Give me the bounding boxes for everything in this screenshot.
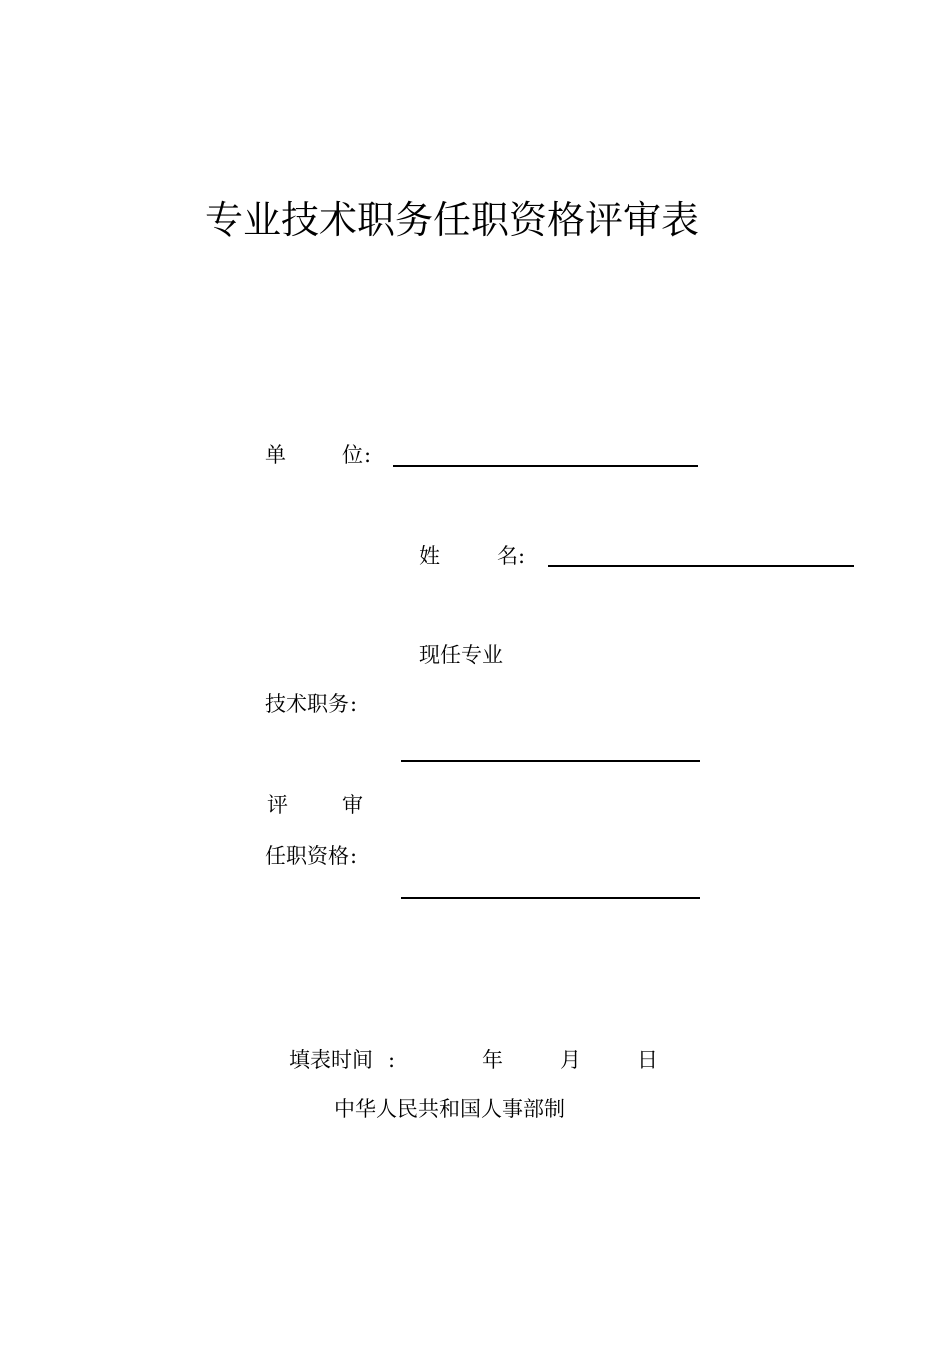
issuer-text: 中华人民共和国人事部制 <box>334 1097 565 1121</box>
unit-input-line[interactable] <box>393 465 698 467</box>
page-title: 专业技术职务任职资格评审表 <box>205 198 700 242</box>
fill-date-year: 年 <box>482 1048 503 1072</box>
review-label-line2: 任职资格 <box>265 844 349 868</box>
fill-date-label: 填表时间 <box>289 1048 373 1072</box>
review-label-char1: 评 <box>267 793 288 817</box>
fill-date-day: 日 <box>637 1048 658 1072</box>
unit-label-char2: 位 <box>342 443 363 467</box>
review-label-char2: 审 <box>342 793 363 817</box>
unit-label-colon: : <box>364 443 372 467</box>
fill-date-month: 月 <box>560 1048 581 1072</box>
review-label-colon: : <box>350 844 358 868</box>
fill-date-colon: : <box>388 1048 396 1072</box>
name-input-line[interactable] <box>548 565 854 567</box>
name-label-char1: 姓 <box>419 544 440 568</box>
name-label-colon: : <box>518 544 526 568</box>
current-title-label-line1: 现任专业 <box>419 643 503 667</box>
unit-label-char1: 单 <box>265 443 286 467</box>
current-title-label-colon: : <box>350 692 358 716</box>
current-title-label-line2: 技术职务 <box>265 692 349 716</box>
review-input-line[interactable] <box>401 897 700 899</box>
name-label-char2: 名 <box>497 544 518 568</box>
current-title-input-line[interactable] <box>401 760 700 762</box>
